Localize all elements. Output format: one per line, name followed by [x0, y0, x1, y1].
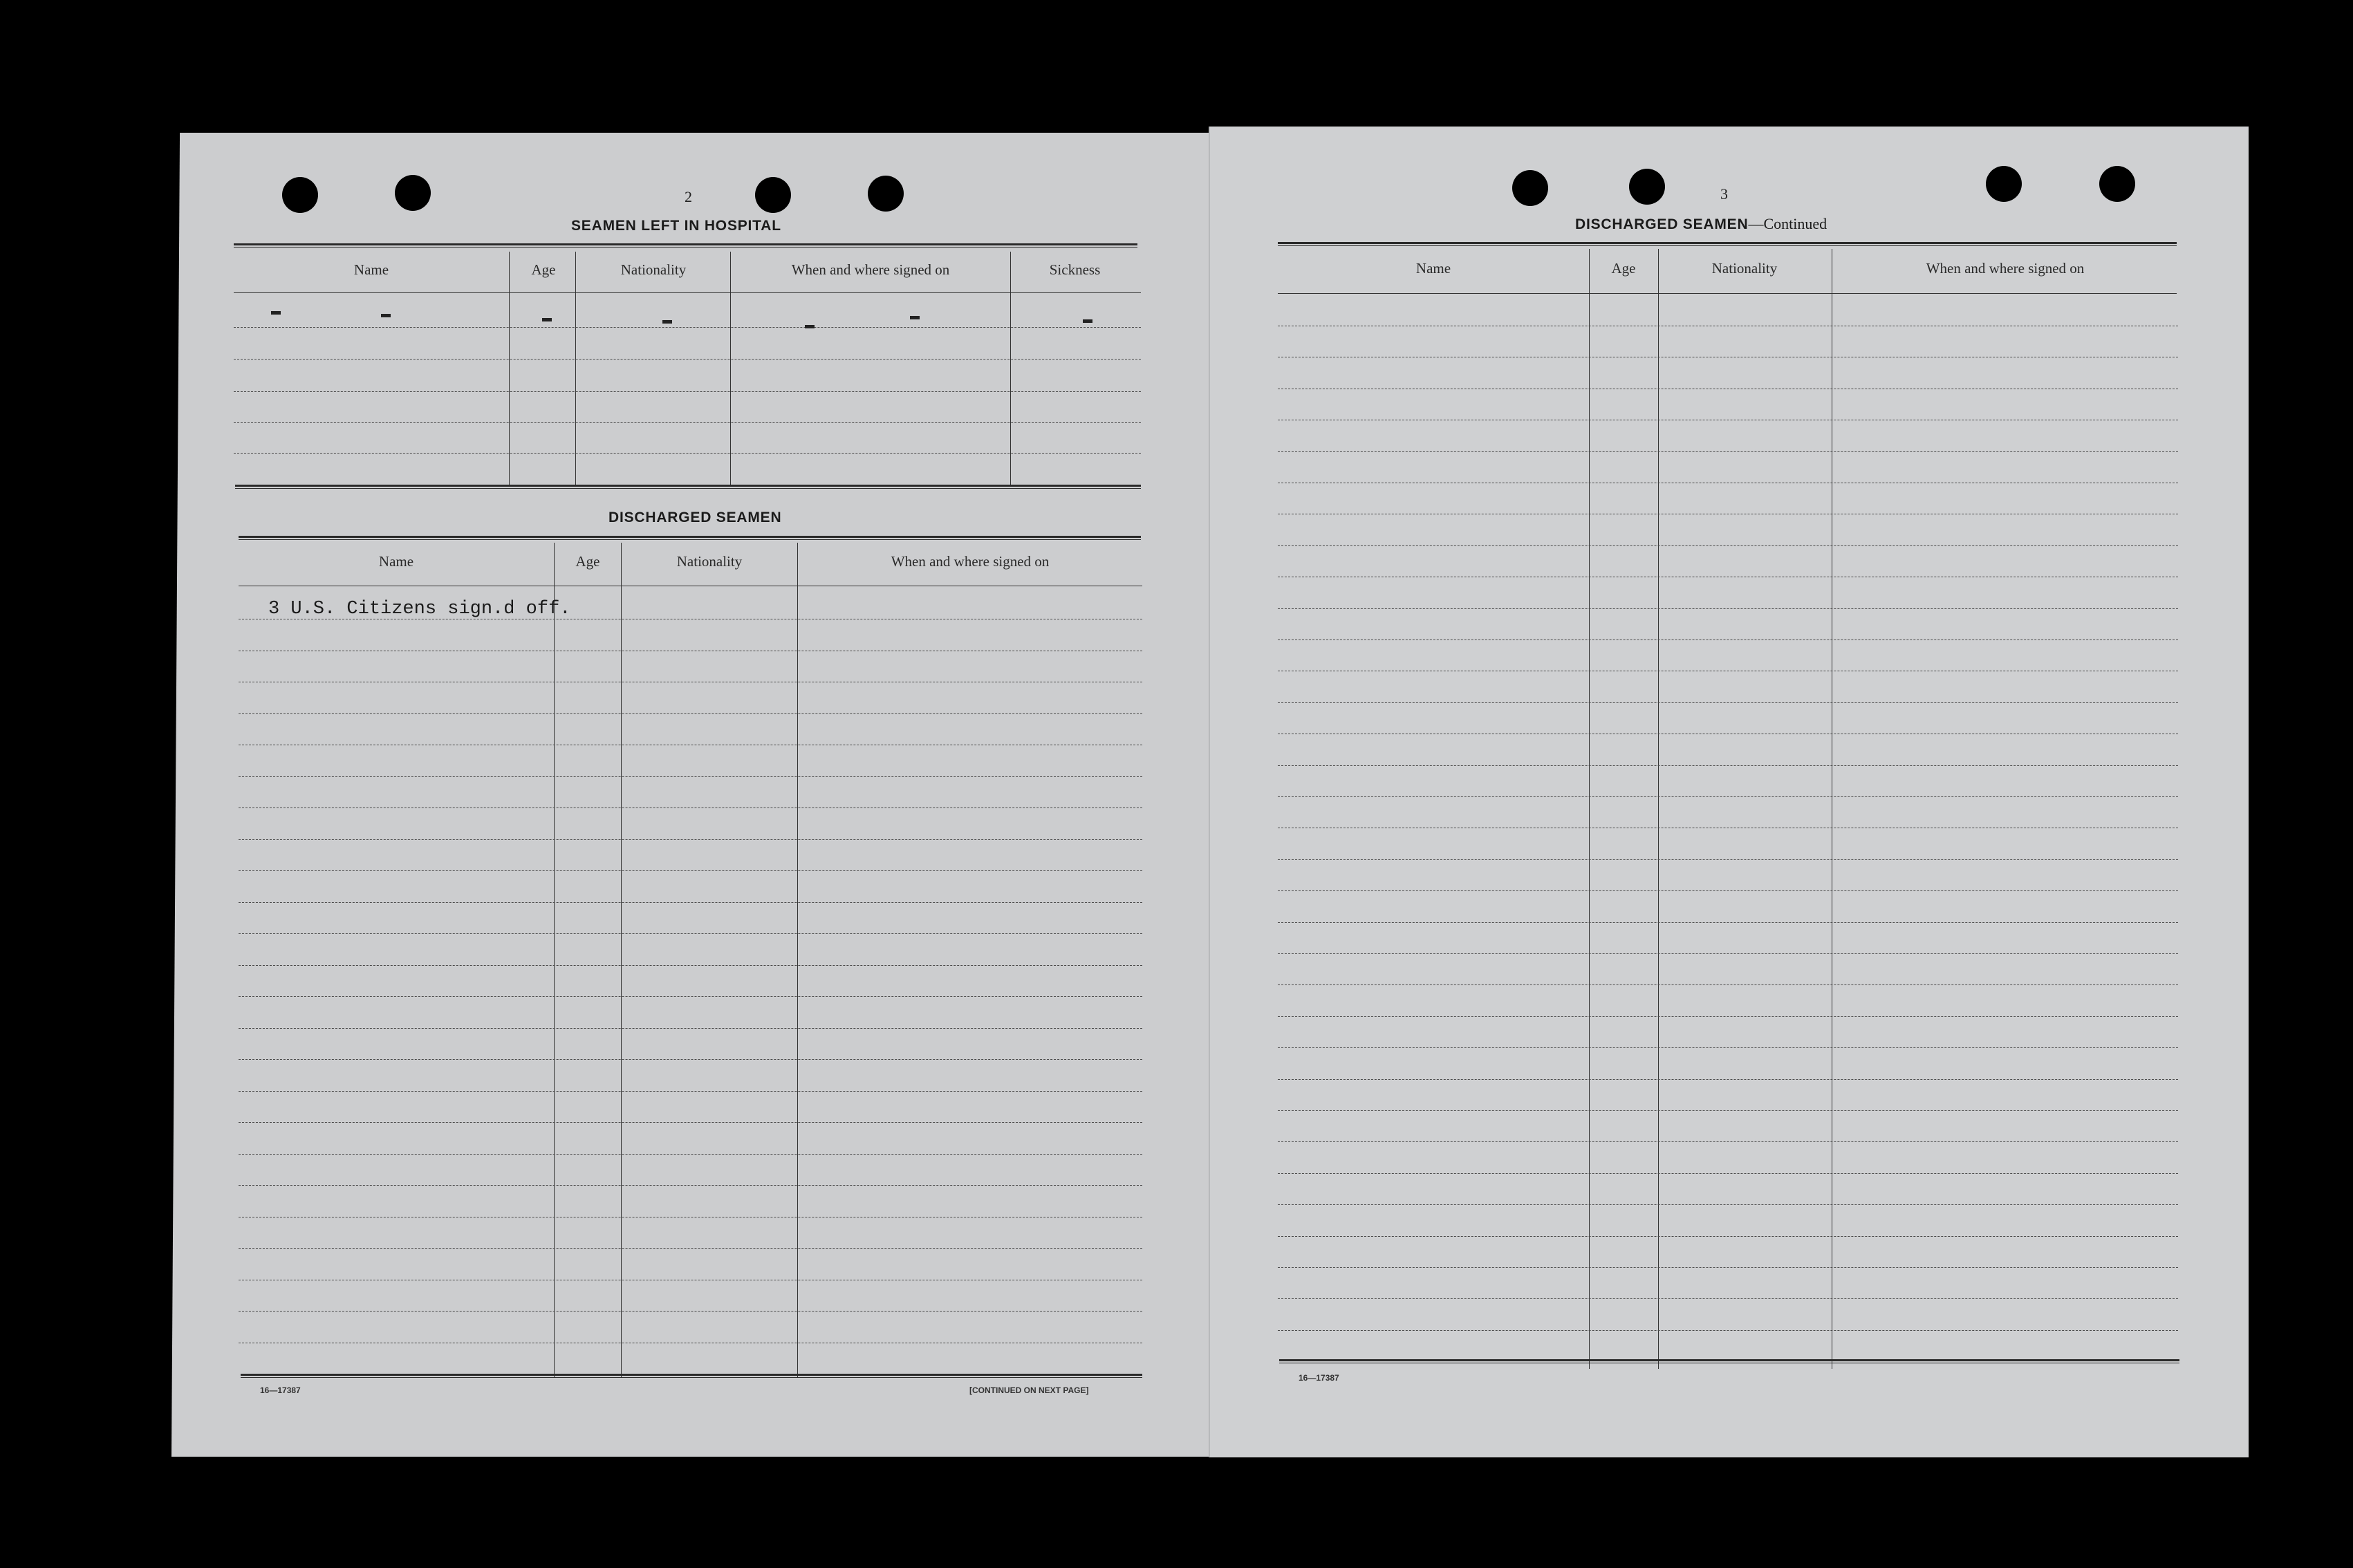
- table-row: [1278, 1267, 2178, 1268]
- form-number: 16—17387: [1299, 1373, 1339, 1383]
- header-rule: [234, 292, 1141, 293]
- table-row: [239, 1248, 1142, 1249]
- table-row: [1278, 984, 2178, 985]
- column-header-nationality: Nationality: [676, 553, 743, 570]
- punch-hole: [1986, 166, 2022, 202]
- table-row: [1278, 1204, 2178, 1205]
- title-main: DISCHARGED SEAMEN: [1575, 216, 1749, 232]
- table-row: [239, 1059, 1142, 1060]
- column-header-signed-on: When and where signed on: [891, 553, 1050, 570]
- typed-entry: 3 U.S. Citizens sign.d off.: [268, 599, 571, 619]
- table-row: [1278, 1298, 2178, 1299]
- punch-hole: [282, 177, 318, 213]
- column-header-name: Name: [1415, 260, 1451, 277]
- table-row: [1278, 702, 2178, 703]
- column-header-nationality: Nationality: [620, 261, 687, 278]
- column-header-age: Age: [531, 261, 556, 278]
- column-header-name: Name: [378, 553, 414, 570]
- hospital-section-title: SEAMEN LEFT IN HOSPITAL: [571, 218, 781, 234]
- table-row: [239, 870, 1142, 871]
- punch-hole: [868, 176, 904, 212]
- column-header-name: Name: [353, 261, 389, 278]
- table-row: [239, 933, 1142, 934]
- column-rule: [554, 543, 555, 1378]
- table-row: [239, 1185, 1142, 1186]
- table-row: [234, 327, 1141, 328]
- page-number: 3: [1720, 185, 1728, 203]
- table-row: [239, 1154, 1142, 1155]
- blank-mark: [910, 316, 920, 319]
- table-row: [1278, 1016, 2178, 1017]
- blank-mark: [662, 320, 672, 324]
- column-rule: [621, 543, 622, 1378]
- table-row: [239, 1091, 1142, 1092]
- column-header-signed-on: When and where signed on: [1926, 260, 2085, 277]
- punch-hole: [395, 175, 431, 211]
- column-rule: [797, 543, 798, 1378]
- table-row: [234, 422, 1141, 423]
- left-page: [171, 133, 1214, 1457]
- right-top-rule: [1278, 242, 2177, 246]
- title-suffix: —Continued: [1748, 215, 1827, 232]
- table-row: [234, 453, 1141, 454]
- column-rule: [1658, 249, 1659, 1369]
- blank-mark: [1083, 319, 1092, 323]
- table-row: [234, 359, 1141, 360]
- table-row: [234, 391, 1141, 392]
- hospital-top-rule: [234, 243, 1137, 248]
- column-rule: [1010, 252, 1011, 487]
- table-row: [1278, 1079, 2178, 1080]
- column-rule: [730, 252, 731, 487]
- discharged-bottom-rule: [241, 1374, 1142, 1378]
- table-row: [1278, 765, 2178, 766]
- table-row: [239, 902, 1142, 903]
- table-row: [239, 776, 1142, 777]
- punch-hole: [1512, 170, 1548, 206]
- right-bottom-rule: [1279, 1359, 2179, 1363]
- blank-mark: [271, 311, 281, 315]
- table-row: [1278, 1141, 2178, 1142]
- blank-mark: [381, 314, 391, 317]
- discharged-section-title: DISCHARGED SEAMEN: [608, 510, 782, 525]
- header-rule: [1278, 293, 2177, 294]
- table-row: [239, 839, 1142, 840]
- column-rule: [1589, 249, 1590, 1369]
- column-rule: [575, 252, 576, 487]
- table-row: [1278, 1330, 2178, 1331]
- blank-mark: [805, 325, 815, 328]
- table-row: [1278, 545, 2178, 546]
- discharged-continued-title: [1575, 215, 1827, 233]
- column-header-sickness: Sickness: [1049, 261, 1101, 278]
- discharged-top-rule: [239, 536, 1141, 540]
- table-row: [1278, 953, 2178, 954]
- column-header-age: Age: [1611, 260, 1636, 277]
- table-row: [239, 965, 1142, 966]
- blank-mark: [542, 318, 552, 321]
- column-rule: [509, 252, 510, 487]
- page-number: 2: [685, 188, 692, 205]
- form-number: 16—17387: [260, 1385, 301, 1395]
- table-row: [1278, 922, 2178, 923]
- hospital-bottom-rule: [235, 485, 1141, 489]
- punch-hole: [2099, 166, 2135, 202]
- table-row: [1278, 608, 2178, 609]
- punch-hole: [755, 177, 791, 213]
- table-row: [239, 713, 1142, 714]
- table-row: [1278, 1047, 2178, 1048]
- table-row: [239, 996, 1142, 997]
- column-header-nationality: Nationality: [1711, 260, 1778, 277]
- table-row: [1278, 1236, 2178, 1237]
- column-header-age: Age: [575, 553, 600, 570]
- table-row: [239, 1311, 1142, 1312]
- table-row: [1278, 859, 2178, 860]
- table-row: [1278, 451, 2178, 452]
- table-row: [1278, 1110, 2178, 1111]
- table-row: [239, 1028, 1142, 1029]
- table-row: [1278, 796, 2178, 797]
- table-row: [239, 1122, 1142, 1123]
- continued-note: [CONTINUED ON NEXT PAGE]: [969, 1385, 1089, 1395]
- table-row: [1278, 890, 2178, 891]
- table-row: [1278, 1173, 2178, 1174]
- punch-hole: [1629, 169, 1665, 205]
- column-header-signed-on: When and where signed on: [791, 261, 950, 278]
